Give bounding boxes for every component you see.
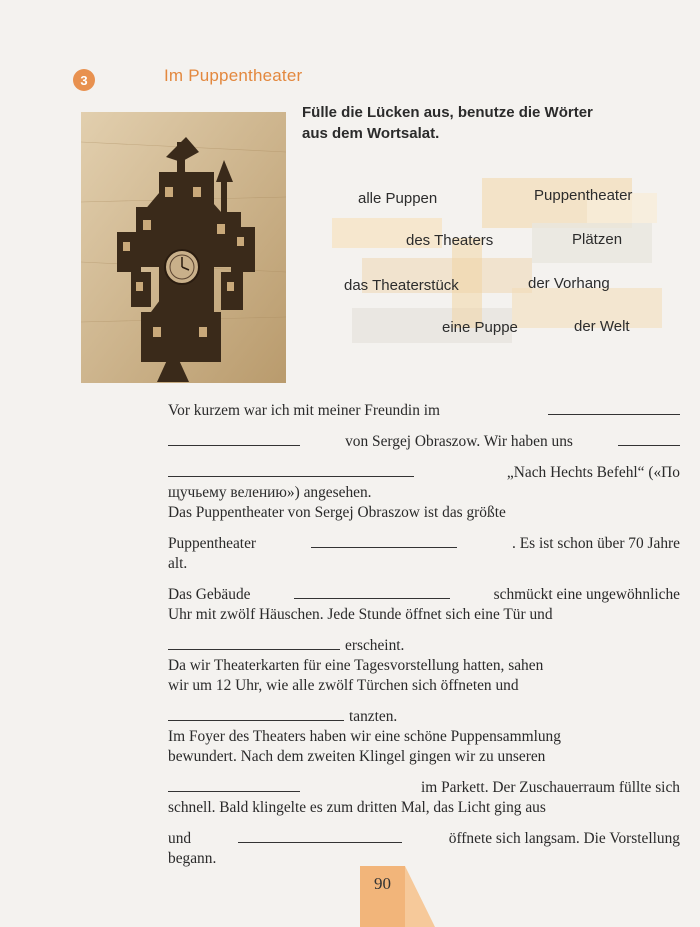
text-line — [168, 798, 680, 818]
text-segment: Im Foyer des Theaters haben wir eine schöne Puppensammlung — [168, 728, 561, 745]
instruction-line-2: aus dem Wortsalat. — [302, 125, 440, 142]
text-line — [168, 462, 680, 483]
text-line — [168, 584, 680, 605]
text-segment: Da wir Theaterkarten für eine Tagesvorstellung hatten, sahen — [168, 657, 544, 674]
word-salad-item: Puppentheater — [534, 187, 633, 204]
text-segment: tanzten. — [349, 708, 398, 725]
text-line — [168, 828, 680, 849]
answer-blank[interactable] — [548, 400, 680, 415]
text-line — [168, 635, 680, 656]
text-line — [168, 727, 680, 747]
word-salad-item: Plätzen — [572, 231, 623, 248]
text-line — [168, 777, 680, 798]
text-segment: wir um 12 Uhr, wie alle zwölf Türchen sich öffneten und — [168, 677, 519, 694]
text-line — [168, 605, 680, 625]
answer-blank[interactable] — [168, 431, 300, 446]
text-line — [168, 503, 680, 523]
text-segment: Das Gebäude — [168, 586, 251, 603]
word-salad-item: alle Puppen — [358, 190, 438, 207]
text-line — [168, 533, 680, 554]
word-salad-item: das Theaterstück — [344, 277, 459, 294]
word-salad-item: eine Puppe — [442, 319, 518, 336]
text-segment: . Es ist schon über 70 Jahre — [512, 535, 680, 552]
text-segment: schmückt eine ungewöhnliche — [493, 586, 680, 603]
text-segment: Vor kurzem war ich mit meiner Freundin im — [168, 402, 440, 419]
text-segment: „Nach Hechts Befehl“ («По — [506, 464, 680, 481]
text-segment: Puppentheater — [168, 535, 257, 552]
text-segment: alt. — [168, 555, 188, 572]
word-salad-item: der Vorhang — [528, 275, 610, 292]
text-line — [168, 656, 680, 676]
answer-blank[interactable] — [168, 635, 340, 650]
answer-blank[interactable] — [168, 706, 344, 721]
text-line — [168, 483, 680, 503]
cuckoo-clock-photo — [81, 112, 286, 383]
text-segment: öffnete sich langsam. Die Vorstellung — [448, 830, 680, 847]
text-line — [168, 676, 680, 696]
page-tab-corner — [405, 866, 435, 927]
exercise-title: Im Puppentheater — [164, 66, 303, 85]
text-line — [168, 706, 680, 727]
text-line — [168, 431, 680, 452]
answer-blank[interactable] — [294, 584, 450, 599]
text-segment: erscheint. — [345, 637, 405, 654]
exercise-number-badge: 3 — [73, 69, 95, 91]
answer-blank[interactable] — [618, 431, 680, 446]
exercise-instruction — [302, 102, 682, 144]
text-segment: schnell. Bald klingelte es zum dritten Mal, das Licht ging aus — [168, 799, 546, 816]
text-segment: Uhr mit zwölf Häuschen. Jede Stunde öffnet sich eine Tür und — [168, 606, 553, 623]
answer-blank[interactable] — [168, 462, 414, 477]
cloze-text — [168, 400, 680, 869]
word-salad-item: des Theaters — [406, 232, 494, 249]
text-segment: щучьему велению») angesehen. — [168, 484, 372, 501]
text-line — [168, 554, 680, 574]
text-segment: im Parkett. Der Zuschauerraum füllte sich — [421, 779, 680, 796]
text-segment: von Sergej Obraszow. Wir haben uns — [345, 433, 573, 450]
text-line — [168, 747, 680, 767]
text-segment: bewundert. Nach dem zweiten Klingel gingen wir zu unseren — [168, 748, 546, 765]
answer-blank[interactable] — [311, 533, 457, 548]
text-segment: begann. — [168, 850, 217, 867]
text-segment: und — [168, 830, 192, 847]
page-number: 90 — [360, 866, 405, 927]
answer-blank[interactable] — [238, 828, 402, 843]
text-line — [168, 400, 680, 421]
instruction-line-1: Fülle die Lücken aus, benutze die Wörter — [302, 104, 593, 121]
answer-blank[interactable] — [168, 777, 300, 792]
word-salad-item: der Welt — [574, 318, 630, 335]
text-segment: Das Puppentheater von Sergej Obraszow ist das größte — [168, 504, 506, 521]
